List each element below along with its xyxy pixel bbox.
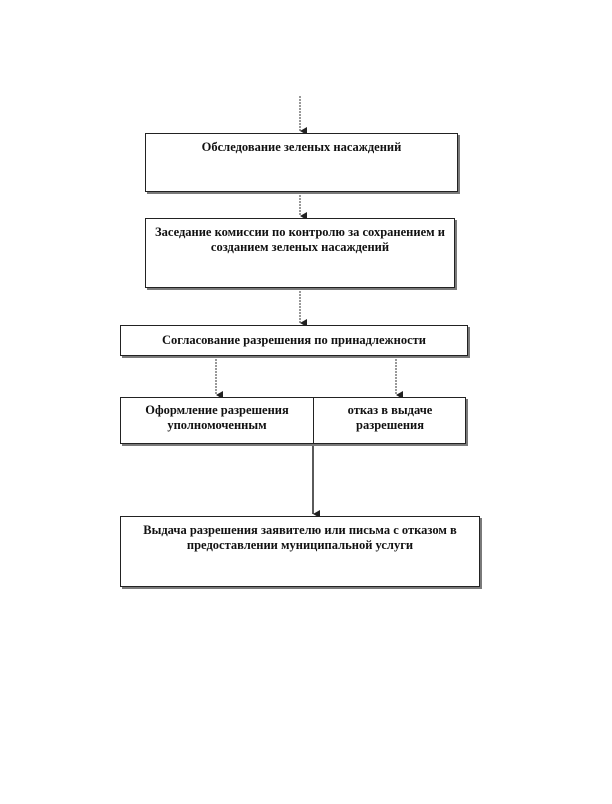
step-approval-box <box>120 325 468 356</box>
step-survey-text: Обследование зеленых насаждений <box>201 140 402 154</box>
step-refusal-cell <box>314 398 466 443</box>
step-survey-box <box>145 133 458 192</box>
step-refusal-text: отказ в выдаче разрешения <box>347 403 433 432</box>
step-issue-permit-cell <box>121 398 314 443</box>
step-commission-box <box>145 218 455 288</box>
step-issuance-box <box>120 516 480 587</box>
step-issuance-text: Выдача разрешения заявителю или письма с отказом в предоставлении муниципальной услуги <box>143 523 457 552</box>
step-decision-box <box>120 397 466 444</box>
step-approval-text: Согласование разрешения по принадлежности <box>162 333 426 347</box>
step-issue-permit-text: Оформление разрешения уполномоченным <box>145 403 289 432</box>
step-commission-text: Заседание комиссии по контролю за сохранением и созданием зеленых насаждений <box>155 225 445 254</box>
